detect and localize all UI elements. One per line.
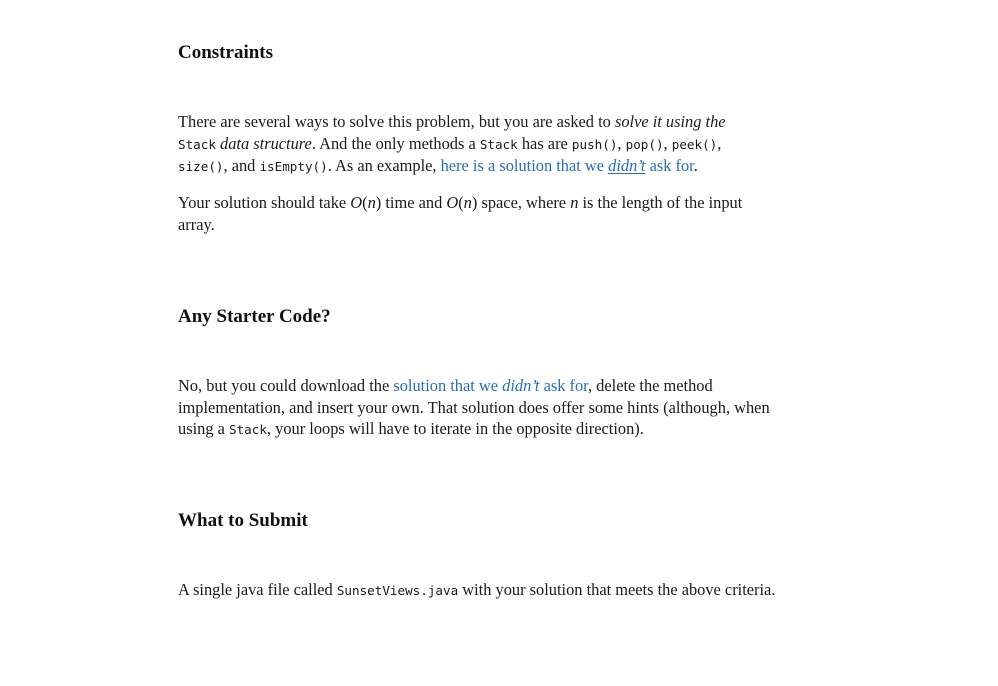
variable-n: n: [570, 193, 579, 212]
code-filename: SunsetViews.java: [336, 583, 459, 598]
code-pop: pop(): [625, 136, 664, 152]
code-push: push(): [571, 136, 618, 152]
what-to-submit-heading: What to Submit: [178, 510, 308, 531]
code-size: size(): [178, 159, 224, 174]
solution-link-2[interactable]: solution that we didn’t ask for: [393, 376, 588, 395]
solution-link[interactable]: here is a solution that we didn’t ask for: [440, 156, 694, 175]
starter-code-paragraph: No, but you could download the solution that we didn’t ask for, delete the method implementation, and insert your own. That solution does offer some hints (although, when using a Stack, your loops will have to iterate in the opposite direction).: [178, 376, 770, 438]
code-peek: peek(): [671, 136, 718, 152]
big-o-space: O(n): [446, 193, 478, 212]
starter-code-heading: Any Starter Code?: [178, 306, 331, 327]
submit-paragraph: A single java file called SunsetViews.java with your solution that meets the above criteria.: [178, 580, 776, 599]
code-isempty: isEmpty(): [259, 159, 328, 174]
code-stack: Stack: [178, 136, 216, 152]
code-stack: Stack: [229, 422, 267, 437]
big-o-time: O(n): [350, 193, 382, 212]
constraints-heading: Constraints: [178, 42, 274, 63]
constraints-paragraph-1: There are several ways to solve this problem, but you are asked to solve it using the Stack data structure. And the only methods a Stack has are push(), pop(), peek(), size(), and isEmpty(). As an example, here is a solution that we didn’t ask for.: [178, 112, 726, 175]
constraints-paragraph-2: Your solution should take O(n) time and O(n) space, where n is the length of the input array.: [178, 193, 743, 234]
code-stack: Stack: [479, 136, 518, 152]
